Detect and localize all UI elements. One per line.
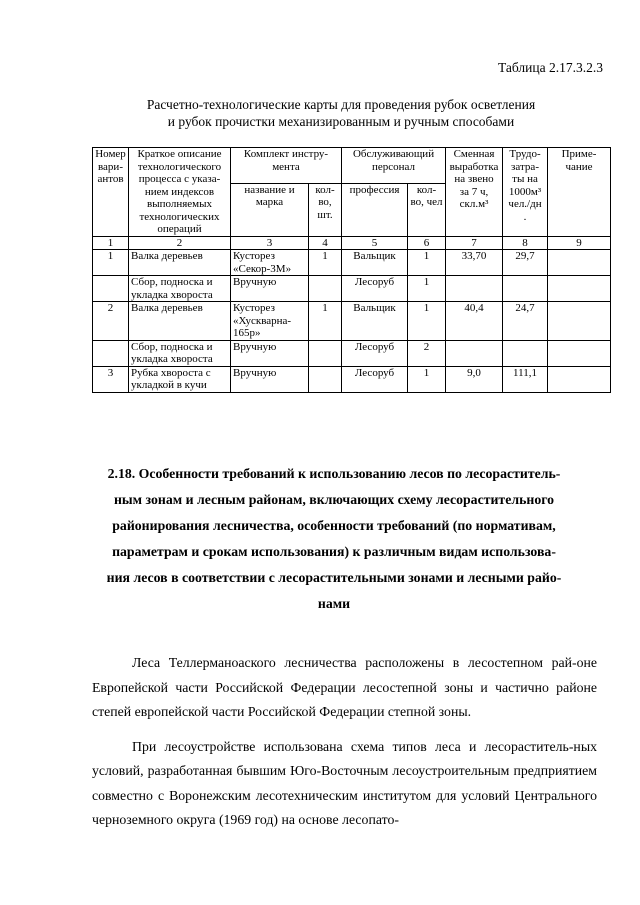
header-row — [93, 148, 611, 184]
note-cell — [548, 276, 611, 302]
column-number: 6 — [408, 236, 446, 250]
paragraph: Леса Теллерманоаского лесничества расположены в лесостепном рай-оне Европейской части Российской Федерации лесостепной зоны и частично районе степей европейской части Российской Федерации степной зоны. — [92, 655, 597, 719]
section-heading — [74, 461, 594, 617]
people-cell: 1 — [408, 250, 446, 276]
variant-cell: 2 — [93, 302, 129, 341]
tool-cell: Вручную — [231, 366, 309, 392]
description-cell: Валка деревьев — [129, 302, 231, 341]
section-heading-line: параметрам и срокам использования) к различным видам использова- — [112, 544, 556, 559]
people-cell: 1 — [408, 302, 446, 341]
column-number-row — [93, 236, 611, 250]
header-cell: Краткое описание технологического процесса с указа- нием индексов выполняемых технологических операций — [129, 148, 231, 237]
output-cell — [446, 340, 503, 366]
table-row — [93, 366, 611, 392]
section-heading-line: ния лесов в соответствии с лесорастительными зонами и лесными райо- — [106, 570, 562, 585]
description-cell: Валка деревьев — [129, 250, 231, 276]
variant-cell — [93, 340, 129, 366]
note-cell — [548, 340, 611, 366]
table-title-line: и рубок прочистки механизированным и ручным способами — [167, 114, 515, 129]
header-cell: Приме- чание — [548, 148, 611, 237]
people-cell: 1 — [408, 366, 446, 392]
tool-qty-cell: 1 — [309, 250, 342, 276]
variant-cell — [93, 276, 129, 302]
column-number: 7 — [446, 236, 503, 250]
table-row — [93, 302, 611, 341]
table-row — [93, 250, 611, 276]
header-cell: Трудо- затра- ты на 1000м³ чел./дн . — [503, 148, 548, 237]
tool-qty-cell — [309, 366, 342, 392]
tool-qty-cell — [309, 340, 342, 366]
tool-qty-cell — [309, 276, 342, 302]
table-row — [93, 276, 611, 302]
section-heading-line: ным зонам и лесным районам, включающих схему лесорастительного — [113, 492, 555, 507]
header-cell: кол- во, шт. — [309, 183, 342, 236]
note-cell — [548, 302, 611, 341]
column-number: 8 — [503, 236, 548, 250]
column-number: 9 — [548, 236, 611, 250]
profession-cell: Вальщик — [342, 250, 408, 276]
header-cell: название и марка — [231, 183, 309, 236]
variant-cell: 1 — [93, 250, 129, 276]
table-row — [93, 340, 611, 366]
column-number: 3 — [231, 236, 309, 250]
column-number: 2 — [129, 236, 231, 250]
profession-cell: Лесоруб — [342, 366, 408, 392]
tool-qty-cell: 1 — [309, 302, 342, 341]
output-cell: 33,70 — [446, 250, 503, 276]
note-cell — [548, 366, 611, 392]
variant-cell: 3 — [93, 366, 129, 392]
column-number: 5 — [342, 236, 408, 250]
section-heading-line: 2.18. Особенности требований к использованию лесов по лесораститель- — [107, 466, 561, 481]
body-text — [92, 651, 597, 843]
header-cell: Комплект инстру- мента — [231, 148, 342, 184]
profession-cell: Лесоруб — [342, 340, 408, 366]
section-heading-line: районирования лесничества, особенности требований (по нормативам, — [112, 518, 556, 533]
tool-cell: Кусторез «Хускварна- 165р» — [231, 302, 309, 341]
table-number: Таблица 2.17.3.2.3 — [498, 60, 603, 75]
note-cell — [548, 250, 611, 276]
labor-cell — [503, 276, 548, 302]
tool-cell: Кусторез «Секор-3М» — [231, 250, 309, 276]
header-cell: Обслуживающий персонал — [342, 148, 446, 184]
description-cell: Сбор, подноска и укладка хвороста — [129, 340, 231, 366]
output-cell — [446, 276, 503, 302]
column-number: 4 — [309, 236, 342, 250]
profession-cell: Вальщик — [342, 302, 408, 341]
column-number: 1 — [93, 236, 129, 250]
table-body — [93, 250, 611, 393]
section-heading-line: нами — [317, 596, 351, 611]
header-cell: Номер вари- антов — [93, 148, 129, 237]
tool-cell: Вручную — [231, 276, 309, 302]
header-cell: профессия — [342, 183, 408, 236]
technology-table — [92, 147, 611, 393]
table-title-line: Расчетно-технологические карты для проведения рубок осветления — [146, 97, 536, 112]
header-cell: кол- во, чел — [408, 183, 446, 236]
output-cell: 40,4 — [446, 302, 503, 341]
description-cell: Рубка хвороста с укладкой в кучи — [129, 366, 231, 392]
tool-cell: Вручную — [231, 340, 309, 366]
output-cell: 9,0 — [446, 366, 503, 392]
paragraph: При лесоустройстве использована схема типов леса и лесораститель-ных условий, разработанная бывшим Юго-Восточным лесоустроительным предприятием совместно с Воронежским лесотехническим институтом для условий Центрального черноземного округа (1969 год) на основе лесопато- — [92, 738, 597, 827]
profession-cell: Лесоруб — [342, 276, 408, 302]
labor-cell — [503, 340, 548, 366]
header-cell: Сменная выработка на звено за 7 ч, скл.м³ — [446, 148, 503, 237]
labor-cell: 29,7 — [503, 250, 548, 276]
labor-cell: 111,1 — [503, 366, 548, 392]
description-cell: Сбор, подноска и укладка хвороста — [129, 276, 231, 302]
people-cell: 1 — [408, 276, 446, 302]
table-title — [92, 96, 590, 130]
labor-cell: 24,7 — [503, 302, 548, 341]
people-cell: 2 — [408, 340, 446, 366]
